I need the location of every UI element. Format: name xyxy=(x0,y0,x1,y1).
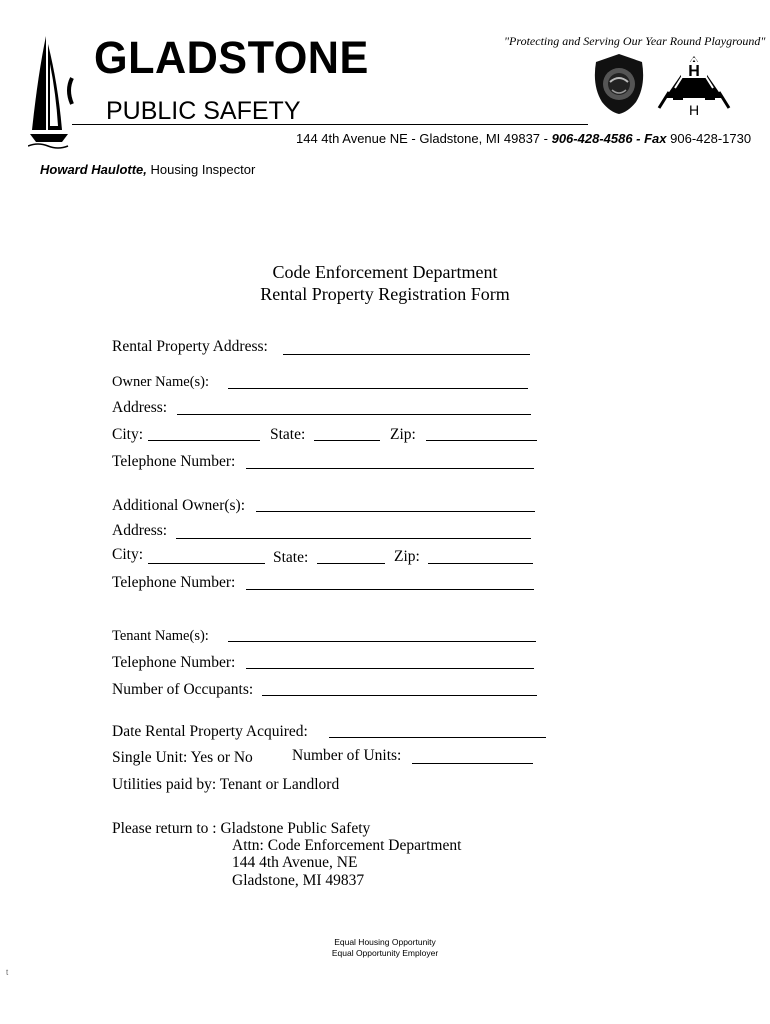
number-of-units-label: Number of Units: xyxy=(292,747,402,764)
motto-text: "Protecting and Serving Our Year Round Playground" xyxy=(504,34,766,48)
tenant-phone-field[interactable] xyxy=(246,668,534,669)
tenant-names-field[interactable] xyxy=(228,641,536,642)
return-city: Gladstone, MI 49837 xyxy=(232,872,365,889)
police-badge-icon xyxy=(590,52,648,116)
footer-equal-housing: Equal Housing Opportunity xyxy=(334,937,436,947)
fax-label: - Fax xyxy=(632,131,671,146)
owner-address-label: Address: xyxy=(112,399,168,416)
owner-city-label: City: xyxy=(112,426,144,443)
additional-address-field[interactable] xyxy=(176,538,531,539)
fire-logo-letter-bottom: H xyxy=(688,102,700,118)
date-acquired-label: Date Rental Property Acquired: xyxy=(112,723,308,740)
rental-property-address-label: Rental Property Address: xyxy=(112,338,268,355)
additional-zip-label: Zip: xyxy=(394,548,420,565)
department-subtitle: PUBLIC SAFETY xyxy=(106,97,301,125)
inspector-title: Housing Inspector xyxy=(146,162,256,177)
single-unit-label: Single Unit: Yes or No xyxy=(112,749,253,766)
owner-address-field[interactable] xyxy=(177,414,531,415)
phone-number: 906-428-4586 xyxy=(551,131,633,146)
form-title: Rental Property Registration Form xyxy=(260,284,510,304)
occupants-field[interactable] xyxy=(262,695,537,696)
rental-property-address-field[interactable] xyxy=(283,354,530,355)
number-of-units-field[interactable] xyxy=(412,763,533,764)
owner-state-label: State: xyxy=(270,426,306,443)
owner-phone-field[interactable] xyxy=(246,468,534,469)
owner-zip-label: Zip: xyxy=(390,426,416,443)
tenant-names-label: Tenant Name(s): xyxy=(112,628,209,644)
stray-mark: t xyxy=(6,968,9,977)
return-to-label: Please return to : Gladstone Public Safety xyxy=(112,820,371,837)
additional-city-field[interactable] xyxy=(148,563,265,564)
occupants-label: Number of Occupants: xyxy=(112,681,254,698)
additional-owners-field[interactable] xyxy=(256,511,535,512)
additional-zip-field[interactable] xyxy=(428,563,533,564)
fax-number: 906-428-1730 xyxy=(670,131,752,146)
additional-owners-label: Additional Owner(s): xyxy=(112,497,246,514)
fire-logo-letter-top: H xyxy=(688,63,700,80)
additional-state-field[interactable] xyxy=(317,563,385,564)
additional-phone-label: Telephone Number: xyxy=(112,574,236,591)
owner-city-field[interactable] xyxy=(148,440,260,441)
owner-zip-field[interactable] xyxy=(426,440,537,441)
additional-city-label: City: xyxy=(112,546,144,563)
owner-state-field[interactable] xyxy=(314,440,380,441)
tenant-phone-label: Telephone Number: xyxy=(112,654,236,671)
owner-names-field[interactable] xyxy=(228,388,528,389)
department-title: GLADSTONE xyxy=(94,32,369,83)
date-acquired-field[interactable] xyxy=(329,737,546,738)
owner-names-label: Owner Name(s): xyxy=(112,374,210,390)
additional-address-label: Address: xyxy=(112,522,168,539)
additional-phone-field[interactable] xyxy=(246,589,534,590)
header-divider xyxy=(72,124,588,125)
owner-phone-label: Telephone Number: xyxy=(112,453,236,470)
fire-department-logo-icon xyxy=(655,52,733,118)
footer-equal-opportunity: Equal Opportunity Employer xyxy=(331,948,439,958)
return-street: 144 4th Avenue, NE xyxy=(232,854,358,871)
street-address: 144 4th Avenue NE - Gladstone, MI 49837 - xyxy=(296,131,552,146)
additional-state-label: State: xyxy=(273,549,309,566)
inspector-line xyxy=(40,162,255,177)
inspector-name: Howard Haulotte, xyxy=(40,162,147,177)
form-title-department: Code Enforcement Department xyxy=(272,262,498,282)
return-attn: Attn: Code Enforcement Department xyxy=(232,837,462,854)
utilities-label: Utilities paid by: Tenant or Landlord xyxy=(112,776,340,793)
department-address xyxy=(296,131,751,146)
sailboat-logo-icon xyxy=(28,34,78,150)
